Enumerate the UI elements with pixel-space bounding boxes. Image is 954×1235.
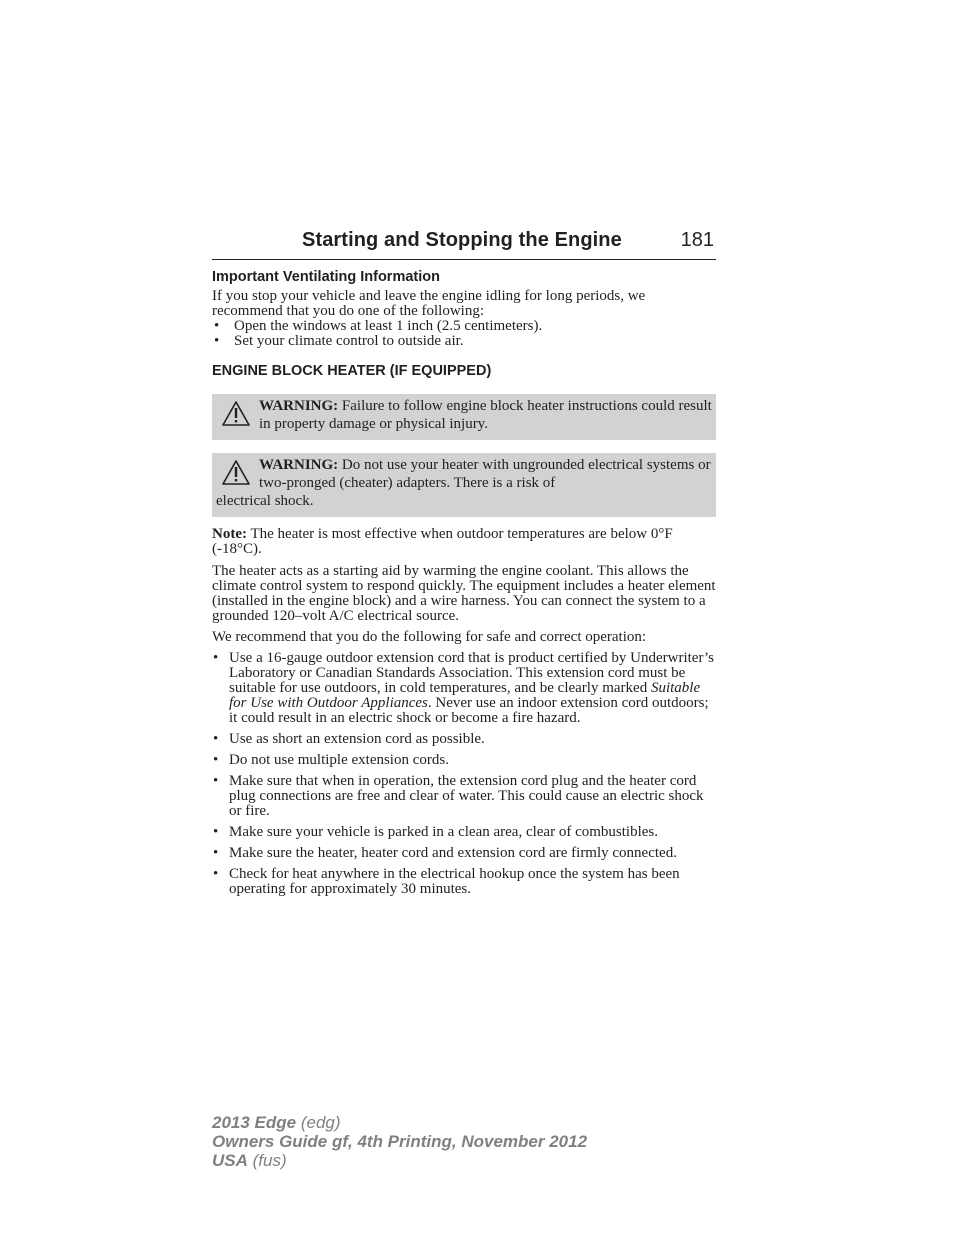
- bullet-icon: •: [213, 845, 219, 861]
- list-item: • Use as short an extension cord as possible.: [213, 731, 485, 747]
- note-text: The heater is most effective when outdoor temperatures are below 0°F (-18°C).: [212, 526, 673, 557]
- bullet-icon: •: [213, 752, 219, 768]
- bullet-icon: •: [213, 866, 219, 882]
- section-title-ventilating: Important Ventilating Information: [212, 269, 440, 285]
- page-content: [212, 268, 716, 903]
- list-item: • Check for heat anywhere in the electrical hookup once the system has been operating for approximately 30 minutes.: [213, 866, 680, 897]
- bullet-icon: •: [214, 333, 220, 349]
- ventilating-list: [212, 319, 716, 349]
- footer-market: USA (fus): [212, 1151, 287, 1170]
- warning-box: [212, 453, 716, 517]
- list-item: • Make sure your vehicle is parked in a clean area, clear of combustibles.: [213, 824, 658, 840]
- bullet-icon: •: [214, 318, 220, 334]
- footer-edition: Owners Guide gf, 4th Printing, November 2012: [212, 1132, 588, 1151]
- warning-label: WARNING:: [259, 457, 339, 473]
- footer-model: 2013 Edge (edg): [212, 1113, 341, 1132]
- page-footer: [212, 1113, 587, 1170]
- safety-list: [212, 651, 716, 897]
- heater-description: The heater acts as a starting aid by warming the engine coolant. This allows the climate control system to respond quickly. The equipment includes a heater element (installed in the engine block) and a wire harness. You can connect the system to a grounded 120–volt A/C electrical source.: [212, 563, 716, 624]
- note: [212, 527, 716, 557]
- warning-box: [212, 394, 716, 440]
- bullet-icon: •: [213, 824, 219, 840]
- warning-text-tail: electrical shock.: [216, 493, 314, 509]
- list-item: • Set your climate control to outside air.: [214, 333, 464, 349]
- recommendation-intro: We recommend that you do the following for safe and correct operation:: [212, 629, 647, 645]
- section-title-block-heater: ENGINE BLOCK HEATER (IF EQUIPPED): [212, 363, 492, 379]
- list-item: • Make sure the heater, heater cord and extension cord are firmly connected.: [213, 845, 677, 861]
- warning-label: WARNING:: [259, 398, 339, 414]
- chapter-title: Starting and Stopping the Engine: [302, 229, 622, 251]
- list-item: • Make sure that when in operation, the extension cord plug and the heater cord plug connections are free and clear of water. This could cause an electric shock or fire.: [213, 773, 704, 819]
- warning-text: Failure to follow engine block heater instructions could result in property damage or physical injury.: [259, 398, 712, 432]
- warning-text-cont: There is a risk of: [453, 475, 556, 491]
- page-header: [212, 229, 716, 260]
- ventilating-intro: If you stop your vehicle and leave the engine idling for long periods, we recommend that you do one of the following:: [212, 288, 646, 319]
- list-item: • Use a 16-gauge outdoor extension cord that is product certified by Underwriter’s Laboratory or Canadian Standards Association. This extension cord must be suitable for use outdoors, in cold temperatures, and be clearly marked Suitable for Use with Outdoor Appliances. Never use an indoor extension cord outdoors; it could result in an electric shock or become a fire hazard.: [213, 650, 714, 726]
- bullet-icon: •: [213, 773, 219, 789]
- warning-triangle-icon: [221, 459, 251, 486]
- list-item: • Open the windows at least 1 inch (2.5 centimeters).: [214, 318, 543, 334]
- bullet-icon: •: [213, 731, 219, 747]
- warning-text: Do not use your heater with ungrounded electrical systems or two-pronged (cheater) adapters.: [259, 457, 711, 491]
- warning-triangle-icon: [221, 400, 251, 427]
- page-number: 181: [680, 229, 714, 251]
- bullet-icon: •: [213, 650, 219, 666]
- list-item: • Do not use multiple extension cords.: [213, 752, 449, 768]
- note-label: Note:: [212, 526, 247, 542]
